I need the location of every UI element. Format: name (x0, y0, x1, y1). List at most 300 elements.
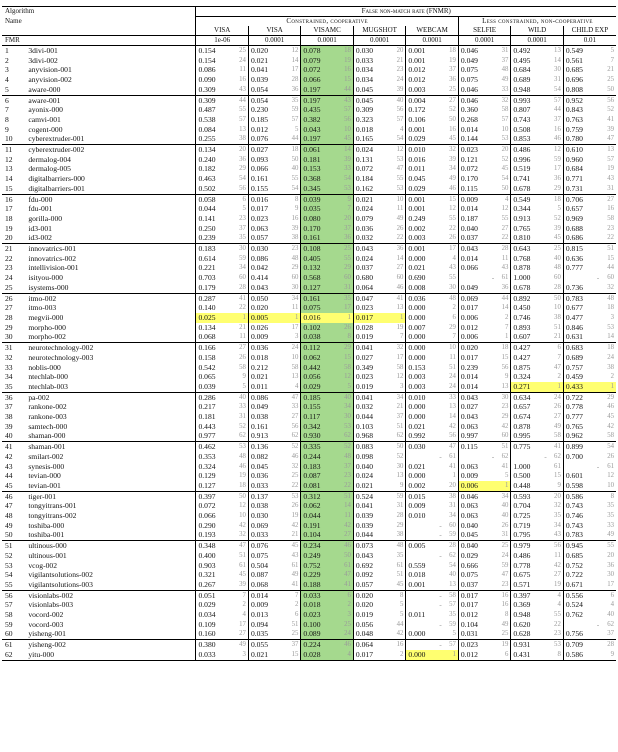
fnmr-value: 0.039 (355, 511, 373, 521)
rank-value: 34 (444, 511, 459, 521)
fnmr-value: 0.011 (250, 381, 268, 391)
algorithm-name: yisheng-002 (25, 640, 196, 650)
algorithm-name: cyberextruder-001 (25, 134, 196, 144)
rank-value: 56 (339, 115, 354, 125)
dataset-header: CHILD EXP (563, 26, 616, 36)
fnmr-value: - (439, 451, 442, 461)
fnmr-value: 0.039 (198, 381, 216, 391)
rank-value: 46 (391, 283, 406, 293)
rank-value: 23 (286, 244, 301, 254)
rank-value: 59 (234, 254, 249, 264)
fnmr-value: 0.069 (458, 293, 496, 303)
rank-value: 40 (496, 501, 511, 511)
rank-value: 2 (286, 600, 301, 610)
table-row (2, 412, 616, 422)
fnmr-value: 0.286 (196, 392, 234, 402)
fnmr-value: 0.212 (250, 362, 269, 372)
rank-value: 19 (286, 511, 301, 521)
rank-value: 60 (549, 273, 564, 283)
row-index: 1 (5, 46, 9, 55)
fnmr-value: 0.684 (565, 164, 583, 174)
rank-value: 25 (339, 244, 354, 254)
fnmr-value: 0.009 (460, 471, 478, 481)
rank-value: 24 (286, 343, 301, 353)
fnmr-value: 0.893 (513, 322, 531, 332)
rank-value: 61 (234, 561, 249, 571)
rank-value: 7 (549, 353, 564, 363)
fnmr-value: 0.160 (198, 629, 216, 639)
rank-value: 37 (234, 224, 249, 234)
fnmr-value: 0.197 (301, 95, 339, 105)
fnmr-value: 0.492 (513, 46, 531, 55)
algorithm-name: morpho-000 (25, 323, 196, 333)
rank-value: 51 (391, 570, 406, 580)
rank-value: 6 (339, 590, 354, 600)
rank-value: 6 (234, 194, 249, 204)
fnmr-value: 0.112 (301, 343, 339, 353)
fnmr-value: 0.161 (250, 421, 269, 431)
rank-value: 9 (391, 481, 406, 491)
row-index: 53 (5, 560, 13, 570)
fnmr-value: 0.033 (196, 650, 234, 660)
fnmr-value: 0.036 (248, 343, 286, 353)
rank-value: 7 (610, 56, 614, 64)
rank-value: 10 (339, 125, 354, 135)
rank-value: 5 (339, 382, 354, 392)
fnmr-value: 0.504 (250, 560, 269, 570)
rank-value: 36 (391, 244, 406, 254)
rank-value: 23 (496, 402, 511, 412)
rank-value: 7 (234, 590, 249, 600)
fnmr-value: 0.009 (250, 600, 269, 610)
rank-value: 15 (496, 353, 511, 363)
fnmr-value: 0.783 (563, 293, 601, 303)
fnmr-value: 0.843 (565, 105, 583, 115)
fnmr-value: 0.033 (250, 480, 269, 490)
algorithm-name: innovatrics-001 (25, 244, 196, 254)
rank-value: 43 (496, 263, 511, 273)
fnmr-value: 0.846 (565, 322, 583, 332)
rank-value: 57 (496, 115, 511, 125)
fnmr-value: 0.083 (353, 442, 391, 452)
rank-value: 9 (549, 481, 564, 491)
rank-value: 18 (601, 343, 616, 353)
rank-value: 10 (286, 353, 301, 363)
fnmr-value: 0.678 (513, 183, 531, 193)
fnmr-value: 0.046 (460, 84, 478, 94)
fnmr-value: 0.614 (198, 253, 216, 263)
algorithm-name: neurotechnology-002 (25, 343, 196, 353)
fnmr-value: 0.397 (511, 590, 549, 600)
rank-value: 1 (444, 471, 459, 481)
table-row (2, 452, 616, 462)
fnmr-value: 0.019 (355, 381, 373, 391)
rank-value: 53 (234, 442, 249, 452)
table-row (2, 155, 616, 165)
fnmr-value: 0.072 (198, 501, 216, 511)
rank-value: 40 (607, 611, 614, 619)
table-row (2, 263, 616, 273)
fnmr-value: 0.000 (408, 303, 426, 313)
fnmr-value: 0.719 (513, 520, 531, 530)
fnmr-value: 0.069 (250, 520, 269, 530)
fnmr-value: 0.309 (355, 105, 373, 115)
row-index: 38 (5, 412, 13, 422)
table-row (2, 600, 616, 610)
rank-value: 6 (496, 650, 511, 660)
table-row (2, 372, 616, 382)
fnmr-value: 0.000 (408, 332, 426, 342)
rank-value: 42 (391, 629, 406, 639)
fnmr-value: 1.000 (513, 461, 531, 471)
rank-value: 21 (549, 332, 564, 342)
rank-value: 32 (607, 283, 614, 291)
rank-value: 17 (607, 580, 614, 588)
rank-value: 53 (391, 184, 406, 194)
row-index: 34 (5, 372, 13, 382)
dataset-header: SELFIE (458, 26, 510, 36)
rank-value: 51 (549, 323, 564, 333)
fnmr-value: 0.930 (301, 431, 339, 441)
rank-value: 49 (549, 422, 564, 432)
fnmr-value: 0.043 (458, 244, 496, 254)
algorithm-name: anyvision-001 (25, 65, 196, 75)
rank-value: 39 (391, 85, 406, 95)
algorithm-name: dermalog-004 (25, 155, 196, 165)
rank-value: 60 (391, 273, 406, 283)
fnmr-value: 0.170 (301, 224, 339, 234)
fnmr-value: 0.075 (250, 550, 269, 560)
fnmr-value: 0.187 (460, 213, 478, 223)
rank-value: 32 (391, 343, 406, 353)
fnmr-value: 1.000 (513, 273, 531, 283)
rank-value: 26 (549, 402, 564, 412)
fnmr-value: 0.019 (355, 610, 373, 620)
table-row (2, 332, 616, 342)
fnmr-value: 0.993 (511, 95, 549, 105)
rank-value: 35 (234, 233, 249, 243)
fnmr-value: 0.141 (198, 213, 216, 223)
rank-value: 24 (444, 382, 459, 392)
fnmr-value: 0.000 (406, 343, 444, 353)
rank-value: 24 (549, 392, 564, 402)
row-index: 18 (5, 213, 13, 223)
rank-value: 31 (496, 530, 511, 540)
rank-value: 56 (496, 363, 511, 373)
rank-value: 18 (286, 145, 301, 155)
fnmr-value: 0.036 (355, 223, 373, 233)
fnmr-value: 0.345 (301, 184, 339, 194)
rank-value: 10 (444, 343, 459, 353)
fnmr-value: 0.878 (513, 263, 531, 273)
fnmr-value: 0.017 (458, 590, 496, 600)
rank-value: 34 (444, 164, 459, 174)
fnmr-value: - (439, 530, 442, 540)
fmr-value: 0.0001 (458, 36, 510, 46)
fnmr-value: 0.780 (565, 134, 583, 144)
rank-value: 55 (286, 174, 301, 184)
rank-value: 12 (607, 472, 614, 480)
dataset-header: VISAMC (301, 26, 353, 36)
rank-value: 2 (444, 303, 459, 313)
fnmr-value: 0.255 (198, 134, 216, 144)
rank-value: 28 (601, 640, 616, 650)
algorithm-name: id3-001 (25, 224, 196, 234)
fnmr-value: 0.271 (511, 382, 549, 392)
rank-value: 2 (339, 600, 354, 610)
rank-value: 20 (391, 46, 406, 56)
algorithm-name: synesis-000 (25, 462, 196, 472)
fnmr-value: 0.968 (355, 431, 373, 441)
rank-value: 56 (601, 95, 616, 105)
row-index: 8 (5, 114, 9, 124)
fnmr-value: - (544, 451, 547, 461)
rank-value: 33 (496, 85, 511, 95)
fnmr-value: 0.021 (250, 55, 269, 65)
rank-value: 12 (339, 372, 354, 382)
fnmr-value: 0.495 (513, 55, 531, 65)
fnmr-value: 0.030 (250, 511, 269, 521)
rank-value: 27 (339, 530, 354, 540)
algorithm-name: yitu-000 (25, 650, 196, 660)
row-index: 6 (2, 95, 25, 105)
rank-value: 34 (549, 521, 564, 531)
fnmr-value: 0.100 (301, 620, 339, 630)
rank-value: 3 (339, 610, 354, 620)
fnmr-value: 0.029 (408, 183, 426, 193)
fnmr-value: 0.108 (301, 244, 339, 254)
rank-value: 31 (549, 75, 564, 85)
rank-value: 49 (444, 174, 459, 184)
rank-value: 5 (234, 382, 249, 392)
rank-value: 61 (496, 273, 511, 283)
algorithm-name: megvii-000 (25, 313, 196, 323)
fnmr-value: 0.815 (563, 244, 601, 254)
rank-value: 42 (339, 521, 354, 531)
rank-value: 62 (496, 452, 511, 462)
algorithm-name: ntechlab-003 (25, 382, 196, 392)
fnmr-value: 0.001 (408, 46, 426, 55)
algorithm-name: vcog-002 (25, 561, 196, 571)
rank-value: 27 (549, 412, 564, 422)
fnmr-value: 0.689 (565, 352, 583, 362)
table-row (2, 184, 616, 194)
rank-value: 4 (444, 254, 459, 264)
rank-value: 41 (607, 115, 614, 123)
fnmr-value: 0.427 (513, 352, 531, 362)
fnmr-value: 0.061 (301, 145, 339, 155)
table-row (2, 214, 616, 224)
fnmr-value: 0.765 (513, 223, 531, 233)
rank-value: 61 (444, 452, 459, 462)
algorithm-name: yisheng-001 (25, 629, 196, 639)
rank-value: 57 (549, 95, 564, 105)
rank-value: 13 (391, 471, 406, 481)
fnmr-value: 0.014 (460, 204, 478, 214)
row-index: 23 (5, 263, 13, 273)
fnmr-value: 0.948 (513, 84, 531, 94)
fnmr-value: 0.033 (355, 55, 373, 65)
rank-value: 1 (391, 313, 406, 323)
rank-value: 24 (607, 353, 614, 361)
fnmr-value: 0.598 (565, 480, 583, 490)
fnmr-value: 0.127 (301, 283, 339, 293)
rank-value: 56 (234, 184, 249, 194)
row-index: 11 (2, 145, 25, 155)
fnmr-value: 0.064 (355, 282, 373, 292)
fnmr-value: 0.743 (565, 501, 583, 511)
fnmr-value: 0.007 (408, 322, 426, 332)
rank-value: 8 (549, 650, 564, 660)
fnmr-value: 0.996 (513, 154, 531, 164)
fnmr-value: 0.995 (513, 431, 531, 441)
algorithm-name: itmo-003 (25, 303, 196, 313)
rank-value: 10 (549, 303, 564, 313)
rank-value: 44 (234, 95, 249, 105)
rank-value: 5 (286, 125, 301, 135)
rank-value: 25 (549, 244, 564, 254)
fnmr-value: 0.115 (458, 442, 496, 452)
fnmr-value: 0.078 (301, 46, 339, 56)
rank-value: 8 (286, 194, 301, 204)
fnmr-value: 0.068 (250, 579, 269, 589)
fnmr-value: 0.075 (301, 303, 339, 313)
fnmr-value: 0.024 (355, 253, 373, 263)
fnmr-value: 0.353 (198, 451, 216, 461)
table-row (2, 343, 616, 353)
fnmr-value: 0.197 (301, 134, 339, 144)
rank-value: 33 (286, 402, 301, 412)
rank-value: 16 (549, 125, 564, 135)
fnmr-value: 0.086 (250, 253, 269, 263)
algorithm-name: vigilantsolutions-003 (25, 580, 196, 590)
group-constrained-header: Constrained, cooperative (196, 17, 458, 27)
table-row (2, 422, 616, 432)
fnmr-value: 0.380 (196, 640, 234, 650)
fnmr-value: 0.001 (406, 194, 444, 204)
rank-value: 42 (607, 422, 614, 430)
fnmr-value: 0.028 (355, 322, 373, 332)
rank-value: 14 (391, 254, 406, 264)
fnmr-value: 0.674 (513, 412, 531, 422)
fnmr-value: 0.725 (513, 511, 531, 521)
table-row (2, 65, 616, 75)
table-header (2, 7, 616, 46)
rank-value: 4 (286, 382, 301, 392)
table-row (2, 313, 616, 323)
rank-value: 21 (391, 56, 406, 66)
rank-value: 29 (391, 521, 406, 531)
rank-value: 58 (607, 432, 614, 440)
rank-value: 1 (339, 313, 354, 323)
rank-value: 43 (286, 551, 301, 561)
fnmr-value: 0.768 (513, 253, 531, 263)
fnmr-value: - (491, 451, 495, 461)
fnmr-value: 0.762 (565, 610, 583, 620)
rank-value: 17 (234, 620, 249, 630)
rank-value: 4 (549, 590, 564, 600)
fnmr-value: 0.023 (458, 640, 496, 650)
fnmr-value: 0.559 (408, 560, 426, 570)
row-index: 5 (5, 84, 9, 94)
rank-value: 24 (444, 372, 459, 382)
fnmr-value: 0.005 (248, 313, 286, 323)
fnmr-value: 0.153 (408, 362, 426, 372)
rank-value: 10 (496, 125, 511, 135)
rank-value: 39 (549, 224, 564, 234)
rank-value: 42 (234, 521, 249, 531)
fnmr-value: 0.165 (355, 134, 373, 144)
fnmr-value: 0.249 (408, 213, 426, 223)
rank-value: 15 (339, 75, 354, 85)
rank-value: 52 (496, 155, 511, 165)
fnmr-value: 0.021 (408, 263, 426, 273)
fnmr-value: 0.029 (198, 600, 216, 610)
rank-value: 50 (549, 293, 564, 303)
fnmr-value: 0.181 (301, 155, 339, 165)
rank-value: 15 (607, 254, 614, 262)
fnmr-value: 0.121 (460, 154, 478, 164)
fnmr-value: 0.046 (460, 46, 478, 55)
rank-value: 24 (234, 56, 249, 66)
fnmr-value: 0.342 (301, 422, 339, 432)
rank-value: 37 (496, 56, 511, 66)
rank-value: 46 (339, 640, 354, 650)
rank-value: 53 (286, 491, 301, 501)
fnmr-value: 0.011 (408, 164, 426, 174)
algorithm-name: rankone-002 (25, 402, 196, 412)
fnmr-value: 0.700 (565, 451, 583, 461)
rank-value: 58 (444, 590, 459, 600)
fnmr-value: 0.154 (198, 55, 216, 65)
row-index: 37 (5, 402, 13, 412)
algorithm-name: tevian-000 (25, 471, 196, 481)
fnmr-value: 0.117 (301, 412, 339, 422)
rank-value: 4 (339, 650, 354, 660)
fnmr-value: 0.103 (355, 421, 373, 431)
fnmr-value: 0.197 (301, 85, 339, 95)
rank-value: 41 (391, 293, 406, 303)
rank-value: 1 (496, 481, 511, 491)
rank-value: 28 (234, 283, 249, 293)
rank-value: 61 (607, 462, 614, 470)
algorithm-name: noblis-000 (25, 363, 196, 373)
fmr-value: 0.0001 (301, 36, 353, 46)
fnmr-value: 0.043 (460, 412, 478, 422)
fnmr-value: 0.040 (355, 461, 373, 471)
rank-value: 41 (444, 462, 459, 472)
rank-value: 42 (444, 422, 459, 432)
fnmr-value: 0.945 (563, 541, 601, 551)
rank-value: 57 (444, 600, 459, 610)
table-row (2, 471, 616, 481)
dataset-header-row (2, 26, 616, 36)
fnmr-value: 0.086 (198, 65, 216, 75)
fnmr-value: 0.628 (513, 629, 531, 639)
rank-value: 25 (496, 541, 511, 551)
rank-value: 33 (339, 164, 354, 174)
rank-value: 43 (607, 175, 614, 183)
fnmr-value: 0.962 (565, 431, 583, 441)
rank-value: 42 (496, 422, 511, 432)
fnmr-value: 0.054 (248, 95, 286, 105)
fnmr-value: 0.000 (408, 471, 426, 481)
fnmr-value: 0.752 (565, 560, 583, 570)
fnmr-value: 0.017 (460, 303, 478, 313)
algorithm-name: tongyitrans-001 (25, 501, 196, 511)
rank-value: 23 (549, 629, 564, 639)
fnmr-value: - (596, 461, 600, 471)
